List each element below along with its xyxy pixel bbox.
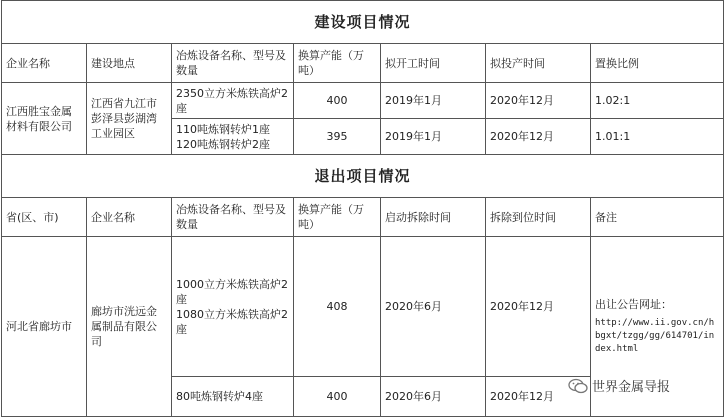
header-demolition-end: 拆除到位时间 (486, 198, 591, 237)
note-label: 出让公告网址： (595, 297, 672, 311)
ratio-cell: 1.02:1 (591, 83, 724, 119)
header-production-time: 拟投产时间 (486, 44, 591, 83)
announcement-url[interactable]: http://www.ii.gov.cn/hbgxt/tzgg/gg/614701/index.html (595, 317, 715, 354)
exit-province: 河北省廊坊市 (2, 237, 87, 417)
watermark (568, 376, 670, 395)
header-location: 建设地点 (87, 44, 172, 83)
start-time-cell: 2019年1月 (381, 119, 486, 155)
start-time-cell: 2019年1月 (381, 83, 486, 119)
demolition-end-cell: 2020年12月 (486, 237, 591, 377)
equipment-cell: 110吨炼钢转炉1座 120吨炼钢转炉2座 (172, 119, 294, 155)
construction-title: 建设项目情况 (2, 1, 724, 44)
exit-company: 廊坊市洸远金属制品有限公司 (87, 237, 172, 417)
equipment-cell: 80吨炼钢转炉4座 (172, 377, 294, 417)
ratio-cell: 1.01:1 (591, 119, 724, 155)
capacity-cell: 408 (294, 237, 381, 377)
capacity-replacement-table (1, 0, 724, 417)
demolition-start-cell: 2020年6月 (381, 377, 486, 417)
capacity-cell: 395 (294, 119, 381, 155)
header-capacity: 换算产能（万吨） (294, 198, 381, 237)
header-capacity: 换算产能（万吨） (294, 44, 381, 83)
construction-company: 江西胜宝金属材料有限公司 (2, 83, 87, 155)
production-time-cell: 2020年12月 (486, 119, 591, 155)
header-company: 企业名称 (87, 198, 172, 237)
header-start-time: 拟开工时间 (381, 44, 486, 83)
capacity-cell: 400 (294, 83, 381, 119)
watermark-text: 世界金属导报 (592, 380, 671, 395)
header-ratio: 置换比例 (591, 44, 724, 83)
header-equipment: 冶炼设备名称、型号及数量 (172, 44, 294, 83)
wechat-icon (568, 378, 588, 394)
equipment-cell: 1000立方米炼铁高炉2座 1080立方米炼铁高炉2座 (172, 237, 294, 377)
header-province: 省(区、市) (2, 198, 87, 237)
construction-location: 江西省九江市彭泽县彭湖湾工业园区 (87, 83, 172, 155)
capacity-cell: 400 (294, 377, 381, 417)
header-equipment: 冶炼设备名称、型号及数量 (172, 198, 294, 237)
header-demolition-start: 启动拆除时间 (381, 198, 486, 237)
equipment-cell: 2350立方米炼铁高炉2座 (172, 83, 294, 119)
demolition-end-cell: 2020年12月 (486, 377, 591, 417)
header-company: 企业名称 (2, 44, 87, 83)
header-note: 备注 (591, 198, 724, 237)
production-time-cell: 2020年12月 (486, 83, 591, 119)
exit-title: 退出项目情况 (2, 155, 724, 198)
demolition-start-cell: 2020年6月 (381, 237, 486, 377)
